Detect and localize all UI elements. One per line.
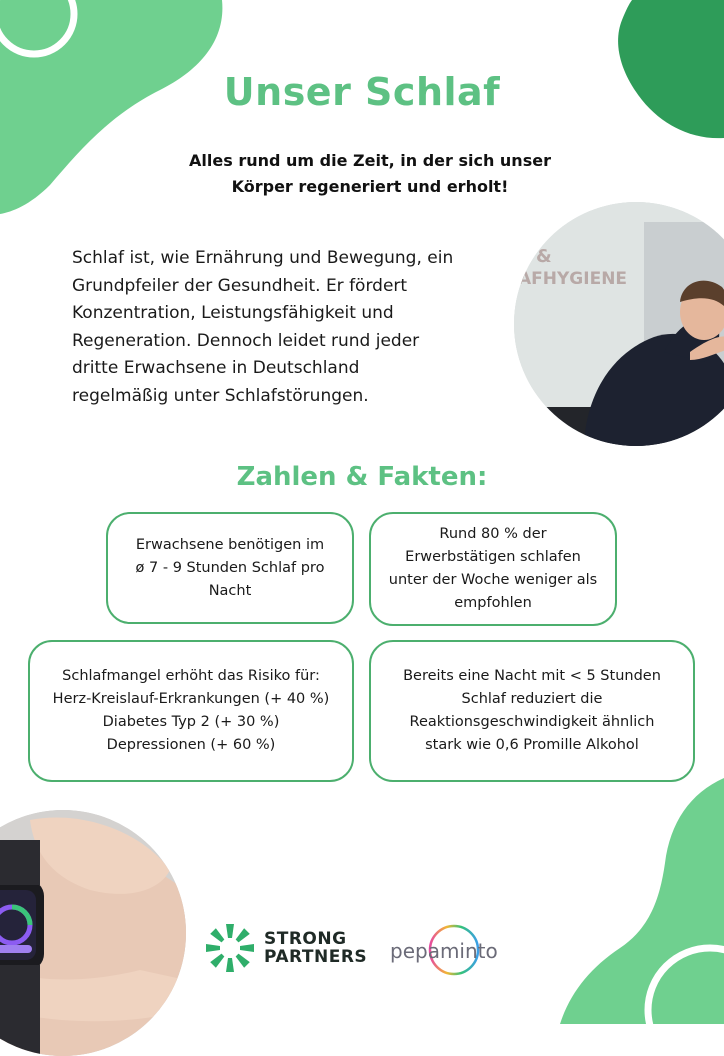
page-title: Unser Schlaf [223,70,501,114]
fact-line: unter der Woche weniger als [388,572,598,588]
fact-line: Reaktionsgeschwindigkeit ähnlich [409,714,655,730]
fact-line: Schlafmangel erhöht das Risiko für: [62,668,320,684]
fact-card-employees [369,512,617,626]
intro-paragraph [72,245,502,410]
strong-partners-logo-icon [204,922,256,974]
fact-line: Bereits eine Nacht mit < 5 Stunden [403,668,661,684]
smartwatch-illustration [0,810,186,1056]
presenter-photo [514,202,724,446]
fact-line: empfohlen [454,595,532,611]
logo-line: PARTNERS [264,947,368,967]
subtitle-line: Alles rund um die Zeit, in der sich unser [189,151,551,170]
strong-partners-wordmark [264,930,367,966]
fact-line: Nacht [208,582,252,599]
intro-line: Regeneration. Dennoch leidet rund jeder [72,330,420,351]
facts-heading: Zahlen & Fakten: [236,462,488,492]
intro-line: regelmäßig unter Schlafstörungen. [72,385,369,406]
bottom-right-green-blob [560,778,724,1024]
pepaminto-wordmark: pepaminto [390,939,498,963]
intro-line: dritte Erwachsene in Deutschland [72,358,360,378]
intro-line: Konzentration, Leistungsfähigkeit und [72,303,394,323]
intro-line: Grundpfeiler der Gesundheit. Er fördert [72,275,408,296]
fact-card-sleep-duration [106,512,354,624]
fact-line: Depressionen (+ 60 %) [106,737,276,753]
fact-line: Schlaf reduziert die [461,691,603,707]
fact-card-risks [28,640,354,782]
fact-line: stark wie 0,6 Promille Alkohol [425,737,639,753]
logo-line: STRONG [264,929,347,949]
subtitle-line: Körper regeneriert und erholt! [231,177,509,196]
fact-line: Herz-Kreislauf-Erkrankungen (+ 40 %) [52,691,330,707]
fact-line: Diabetes Typ 2 (+ 30 %) [102,714,280,730]
fact-line: ø 7 - 9 Stunden Schlaf pro [135,559,325,576]
fact-line: Rund 80 % der [439,526,547,542]
intro-line: Schlaf ist, wie Ernährung und Bewegung, ein [72,248,454,268]
presenter-illustration [514,202,724,446]
page-subtitle [150,148,590,200]
strong-partners-logo [204,922,367,974]
slide-text: & [536,246,552,267]
slide-text: AFHYGIENE [518,269,628,289]
pepaminto-logo [390,922,510,982]
fact-line: Erwerbstätigen schlafen [405,549,581,565]
smartwatch-photo [0,810,186,1056]
fact-card-reaction [369,640,695,782]
fact-line: Erwachsene benötigen im [135,536,325,553]
